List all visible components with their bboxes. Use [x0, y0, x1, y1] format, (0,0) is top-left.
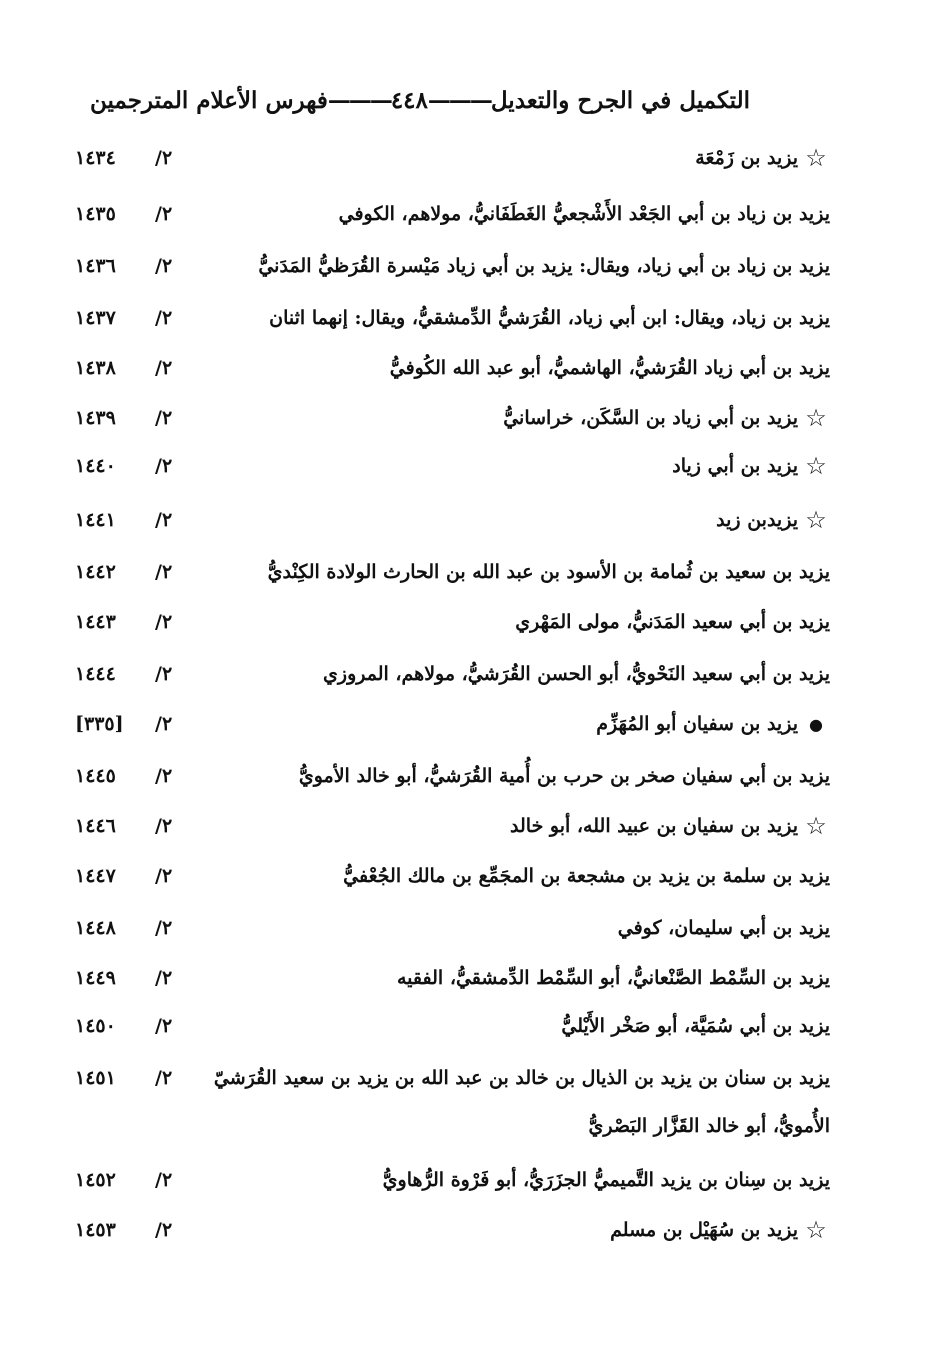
bullet-icon: ●: [809, 714, 823, 734]
entry-name: ☆ يزيد بن أبي زياد بن السَّكَن، خراسانيُّ: [503, 398, 830, 438]
entry-name: يزيد بن زياد بن أبي الجَعْد الأَشْجعيُّ الغَطَفَانيُّ، مولاهم، الكوفي: [338, 203, 830, 225]
entry-volume: ٢/: [155, 357, 173, 379]
star-icon: ☆: [805, 452, 827, 480]
entry-name: يزيد بن أبي سفيان صخر بن حرب بن أُمية القُرَشيُّ، أبو خالد الأمويُّ: [298, 765, 830, 787]
entry-name: يزيد بن سنان بن يزيد بن الذيال بن خالد بن عبد الله بن يزيد بن سعيد القُرَشيّ: [213, 1067, 830, 1089]
entry-name-continuation: الأُمويُّ، أبو خالد القَزَّار البَصْريُّ: [588, 1115, 830, 1137]
entry-number: ١٤٣٥: [75, 203, 116, 225]
entry-name: يزيد بن السِّمْط الصَّنْعانيُّ، أبو السِّمْط الدِّمشقيُّ، الفقيه: [397, 967, 830, 989]
entry-name: ● يزيد بن سفيان أبو المُهَزِّم: [596, 704, 830, 744]
entry-number: ١٤٣٩: [75, 407, 116, 429]
entry-volume: ٢/: [155, 255, 173, 277]
entry-name: يزيد بن زياد، ويقال: ابن أبي زياد، القُرَشيُّ الدِّمشقيُّ، ويقال: إنهما اثنان: [269, 307, 830, 329]
index-entry: [60, 602, 830, 642]
section-title: فهرس الأعلام المترجمين: [89, 86, 328, 114]
entry-volume: ٢/: [155, 561, 173, 583]
entry-number: ١٤٣٤: [75, 147, 116, 169]
entry-volume: ٢/: [155, 967, 173, 989]
star-icon: ☆: [805, 1216, 827, 1244]
entry-number: ١٤٤٨: [75, 917, 116, 939]
entry-number: ١٤٤٩: [75, 967, 116, 989]
index-entry: [60, 446, 830, 486]
entry-number: ١٤٤٤: [75, 663, 116, 685]
index-entry: [60, 1210, 830, 1250]
entry-number: ١٤٥٢: [75, 1169, 116, 1191]
entry-volume: ٢/: [155, 1067, 173, 1089]
entry-number: ١٤٤١: [75, 509, 116, 531]
entry-volume: ٢/: [155, 865, 173, 887]
index-entry: [60, 348, 830, 388]
index-entry-continuation: [60, 1106, 830, 1146]
entry-volume: ٢/: [155, 765, 173, 787]
index-entry: [60, 552, 830, 592]
index-entry: [60, 1160, 830, 1200]
entry-number: ١٤٣٨: [75, 357, 116, 379]
entry-volume: ٢/: [155, 815, 173, 837]
entry-name: ☆ يزيد بن سُهَيْل بن مسلم: [610, 1210, 830, 1250]
entry-name: يزيد بن أبي سعيد المَدَنيُّ، مولى المَهْري: [515, 611, 830, 633]
entry-number: ١٤٤٣: [75, 611, 116, 633]
entry-number: ١٤٤٢: [75, 561, 116, 583]
index-entry: [60, 856, 830, 896]
page-header: [89, 80, 750, 120]
entry-number: [٣٣٥]: [75, 713, 124, 735]
entry-number: ١٤٣٦: [75, 255, 116, 277]
index-entry: [60, 298, 830, 338]
star-icon: ☆: [805, 144, 827, 172]
index-entry: [60, 1058, 830, 1098]
index-entry: [60, 654, 830, 694]
index-entry: [60, 704, 830, 744]
index-entry: [60, 908, 830, 948]
entry-name: ☆ يزيدبن زيد: [716, 500, 830, 540]
header-dash-left: ———: [427, 86, 491, 114]
entry-name: ☆ يزيد بن سفيان بن عبيد الله، أبو خالد: [510, 806, 830, 846]
page-number: ٤٤٨: [390, 86, 428, 114]
header-dash-right: ———: [327, 86, 391, 114]
entry-name: يزيد بن أبي سليمان، كوفي: [617, 917, 830, 939]
entry-volume: ٢/: [155, 713, 173, 735]
entry-name: يزيد بن أبي سُمَيَّة، أبو صَخْر الأَيْليُّ: [561, 1015, 830, 1037]
index-entry: [60, 756, 830, 796]
entry-volume: ٢/: [155, 407, 173, 429]
entry-number: ١٤٥٣: [75, 1219, 116, 1241]
entry-volume: ٢/: [155, 203, 173, 225]
index-entry: [60, 398, 830, 438]
index-entry: [60, 958, 830, 998]
entry-name: يزيد بن سعيد بن ثُمامة بن الأسود بن عبد الله بن الحارث الولادة الكِنْديُّ: [267, 561, 830, 583]
entry-number: ١٤٤٠: [75, 455, 116, 477]
entry-volume: ٢/: [155, 1169, 173, 1191]
entry-number: ١٤٣٧: [75, 307, 116, 329]
entry-volume: ٢/: [155, 455, 173, 477]
entry-number: ١٤٤٦: [75, 815, 116, 837]
entry-volume: ٢/: [155, 147, 173, 169]
index-entry: [60, 500, 830, 540]
star-icon: ☆: [805, 506, 827, 534]
entry-volume: ٢/: [155, 917, 173, 939]
entry-volume: ٢/: [155, 509, 173, 531]
index-entry: [60, 246, 830, 286]
index-entry: [60, 1006, 830, 1046]
star-icon: ☆: [805, 812, 827, 840]
entry-volume: ٢/: [155, 1015, 173, 1037]
entry-name: يزيد بن زياد بن أبي زياد، ويقال: يزيد بن أبي زياد مَيْسرة القُرَظيُّ المَدَنيُّ: [258, 255, 830, 277]
entry-volume: ٢/: [155, 1219, 173, 1241]
entry-number: ١٤٥١: [75, 1067, 116, 1089]
entry-name: يزيد بن سلمة بن يزيد بن مشجعة بن المجَمِّع بن مالك الجُعْفيُّ: [343, 865, 830, 887]
index-entry: [60, 806, 830, 846]
entry-number: ١٤٤٧: [75, 865, 116, 887]
book-title: التكميل في الجرح والتعديل: [490, 86, 750, 114]
entry-number: ١٤٤٥: [75, 765, 116, 787]
entry-name: يزيد بن سِنان بن يزيد التَّميميُّ الجزَرَيُّ، أبو فَرْوة الرُّهاويُّ: [382, 1169, 830, 1191]
entry-name: ☆ يزيد بن أبي زياد: [672, 446, 830, 486]
entry-name: يزيد بن أبي سعيد النَحْويُّ، أبو الحسن القُرَشيُّ، مولاهم، المروزي: [323, 663, 830, 685]
entry-name: ☆ يزيد بن زَمْعَة: [695, 138, 830, 178]
entry-volume: ٢/: [155, 307, 173, 329]
entry-volume: ٢/: [155, 663, 173, 685]
index-entry: [60, 138, 830, 178]
index-entry: [60, 194, 830, 234]
entry-number: ١٤٥٠: [75, 1015, 116, 1037]
entry-name: يزيد بن أبي زياد القُرَشيُّ، الهاشميُّ، أبو عبد الله الكُوفيُّ: [389, 357, 830, 379]
entry-volume: ٢/: [155, 611, 173, 633]
star-icon: ☆: [805, 404, 827, 432]
